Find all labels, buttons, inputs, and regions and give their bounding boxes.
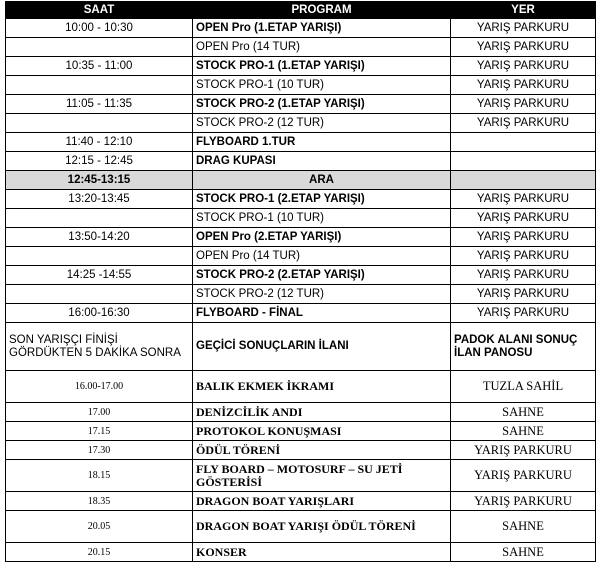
program-cell: PROTOKOL KONUŞMASI bbox=[193, 422, 451, 441]
table-row bbox=[6, 247, 596, 266]
program-cell: FLYBOARD - FİNAL bbox=[193, 304, 451, 323]
location-cell: YARIŞ PARKURU bbox=[451, 266, 596, 285]
time-cell: 12:15 - 12:45 bbox=[6, 152, 193, 171]
time-cell: 10:00 - 10:30 bbox=[6, 19, 193, 38]
schedule-table bbox=[5, 1, 596, 562]
time-cell: 16.00-17.00 bbox=[6, 371, 193, 403]
location-cell: SAHNE bbox=[451, 403, 596, 422]
program-cell: DRAGON BOAT YARIŞLARI bbox=[193, 492, 451, 511]
time-cell: 18.15 bbox=[6, 460, 193, 492]
time-cell: 14:25 -14:55 bbox=[6, 266, 193, 285]
table-row bbox=[6, 38, 596, 57]
time-cell: 17.30 bbox=[6, 441, 193, 460]
program-cell: STOCK PRO-2 (12 TUR) bbox=[193, 285, 451, 304]
time-cell: 17.00 bbox=[6, 403, 193, 422]
location-cell: YARIŞ PARKURU bbox=[451, 76, 596, 95]
table-row bbox=[6, 422, 596, 441]
table-row bbox=[6, 266, 596, 285]
program-cell: ARA bbox=[193, 171, 451, 190]
program-cell: DRAG KUPASI bbox=[193, 152, 451, 171]
table-row bbox=[6, 304, 596, 323]
table-row bbox=[6, 19, 596, 38]
time-cell: 18.35 bbox=[6, 492, 193, 511]
location-cell: YARIŞ PARKURU bbox=[451, 285, 596, 304]
time-cell bbox=[6, 76, 193, 95]
program-cell: FLYBOARD 1.TUR bbox=[193, 133, 451, 152]
table-row bbox=[6, 511, 596, 543]
time-cell: 11:05 - 11:35 bbox=[6, 95, 193, 114]
location-cell: YARIŞ PARKURU bbox=[451, 304, 596, 323]
program-cell: STOCK PRO-1 (10 TUR) bbox=[193, 209, 451, 228]
time-cell: 17.15 bbox=[6, 422, 193, 441]
program-cell: STOCK PRO-2 (12 TUR) bbox=[193, 114, 451, 133]
table-row bbox=[6, 323, 596, 371]
table-row bbox=[6, 57, 596, 76]
table-row bbox=[6, 543, 596, 562]
table-row bbox=[6, 285, 596, 304]
location-cell: YARIŞ PARKURU bbox=[451, 38, 596, 57]
time-cell: 20.05 bbox=[6, 511, 193, 543]
table-row-break bbox=[6, 171, 596, 190]
header-saat: SAAT bbox=[6, 2, 193, 19]
program-cell: OPEN Pro (14 TUR) bbox=[193, 247, 451, 266]
header-yer: YER bbox=[451, 2, 596, 19]
program-cell: STOCK PRO-1 (2.ETAP YARIŞI) bbox=[193, 190, 451, 209]
location-cell: YARIŞ PARKURU bbox=[451, 190, 596, 209]
table-row bbox=[6, 460, 596, 492]
location-cell: YARIŞ PARKURU bbox=[451, 441, 596, 460]
table-row bbox=[6, 371, 596, 403]
time-cell bbox=[6, 209, 193, 228]
table-row bbox=[6, 228, 596, 247]
location-cell: SAHNE bbox=[451, 543, 596, 562]
table-row bbox=[6, 76, 596, 95]
time-cell: 20.15 bbox=[6, 543, 193, 562]
location-cell: SAHNE bbox=[451, 511, 596, 543]
time-cell: 12:45-13:15 bbox=[6, 171, 193, 190]
time-cell: 16:00-16:30 bbox=[6, 304, 193, 323]
location-cell: YARIŞ PARKURU bbox=[451, 228, 596, 247]
location-cell: YARIŞ PARKURU bbox=[451, 114, 596, 133]
time-cell bbox=[6, 38, 193, 57]
time-cell bbox=[6, 247, 193, 266]
program-cell: OPEN Pro (1.ETAP YARIŞI) bbox=[193, 19, 451, 38]
time-cell: 11:40 - 12:10 bbox=[6, 133, 193, 152]
table-row bbox=[6, 441, 596, 460]
program-cell: OPEN Pro (14 TUR) bbox=[193, 38, 451, 57]
program-cell: DRAGON BOAT YARIŞI ÖDÜL TÖRENİ bbox=[193, 511, 451, 543]
program-cell: GEÇİCİ SONUÇLARIN İLANI bbox=[193, 323, 451, 371]
location-cell: YARIŞ PARKURU bbox=[451, 209, 596, 228]
program-cell: STOCK PRO-1 (1.ETAP YARIŞI) bbox=[193, 57, 451, 76]
location-cell: YARIŞ PARKURU bbox=[451, 460, 596, 492]
location-cell: YARIŞ PARKURU bbox=[451, 57, 596, 76]
time-cell: 13:50-14:20 bbox=[6, 228, 193, 247]
program-cell: OPEN Pro (2.ETAP YARIŞI) bbox=[193, 228, 451, 247]
time-cell: SON YARIŞÇI FİNİŞİ GÖRDÜKTEN 5 DAKİKA SONRA bbox=[6, 323, 193, 371]
program-cell: FLY BOARD – MOTOSURF – SU JETİ GÖSTERİSİ bbox=[193, 460, 451, 492]
program-cell: DENİZCİLİK ANDI bbox=[193, 403, 451, 422]
location-cell bbox=[451, 133, 596, 152]
time-cell bbox=[6, 114, 193, 133]
location-cell: YARIŞ PARKURU bbox=[451, 247, 596, 266]
table-row bbox=[6, 492, 596, 511]
time-cell: 10:35 - 11:00 bbox=[6, 57, 193, 76]
header-program: PROGRAM bbox=[193, 2, 451, 19]
table-row bbox=[6, 152, 596, 171]
location-cell bbox=[451, 152, 596, 171]
program-cell: STOCK PRO-2 (1.ETAP YARIŞI) bbox=[193, 95, 451, 114]
program-cell: KONSER bbox=[193, 543, 451, 562]
table-row bbox=[6, 403, 596, 422]
table-row bbox=[6, 133, 596, 152]
location-cell: YARIŞ PARKURU bbox=[451, 492, 596, 511]
program-cell: STOCK PRO-1 (10 TUR) bbox=[193, 76, 451, 95]
location-cell: PADOK ALANI SONUÇ İLAN PANOSU bbox=[451, 323, 596, 371]
program-cell: BALIK EKMEK İKRAMI bbox=[193, 371, 451, 403]
location-cell bbox=[451, 171, 596, 190]
table-row bbox=[6, 95, 596, 114]
table-row bbox=[6, 209, 596, 228]
time-cell bbox=[6, 285, 193, 304]
table-header-row bbox=[6, 2, 596, 19]
time-cell: 13:20-13:45 bbox=[6, 190, 193, 209]
program-cell: STOCK PRO-2 (2.ETAP YARIŞI) bbox=[193, 266, 451, 285]
location-cell: YARIŞ PARKURU bbox=[451, 95, 596, 114]
table-row bbox=[6, 190, 596, 209]
program-cell: ÖDÜL TÖRENİ bbox=[193, 441, 451, 460]
location-cell: TUZLA SAHİL bbox=[451, 371, 596, 403]
table-row bbox=[6, 114, 596, 133]
location-cell: SAHNE bbox=[451, 422, 596, 441]
location-cell: YARIŞ PARKURU bbox=[451, 19, 596, 38]
